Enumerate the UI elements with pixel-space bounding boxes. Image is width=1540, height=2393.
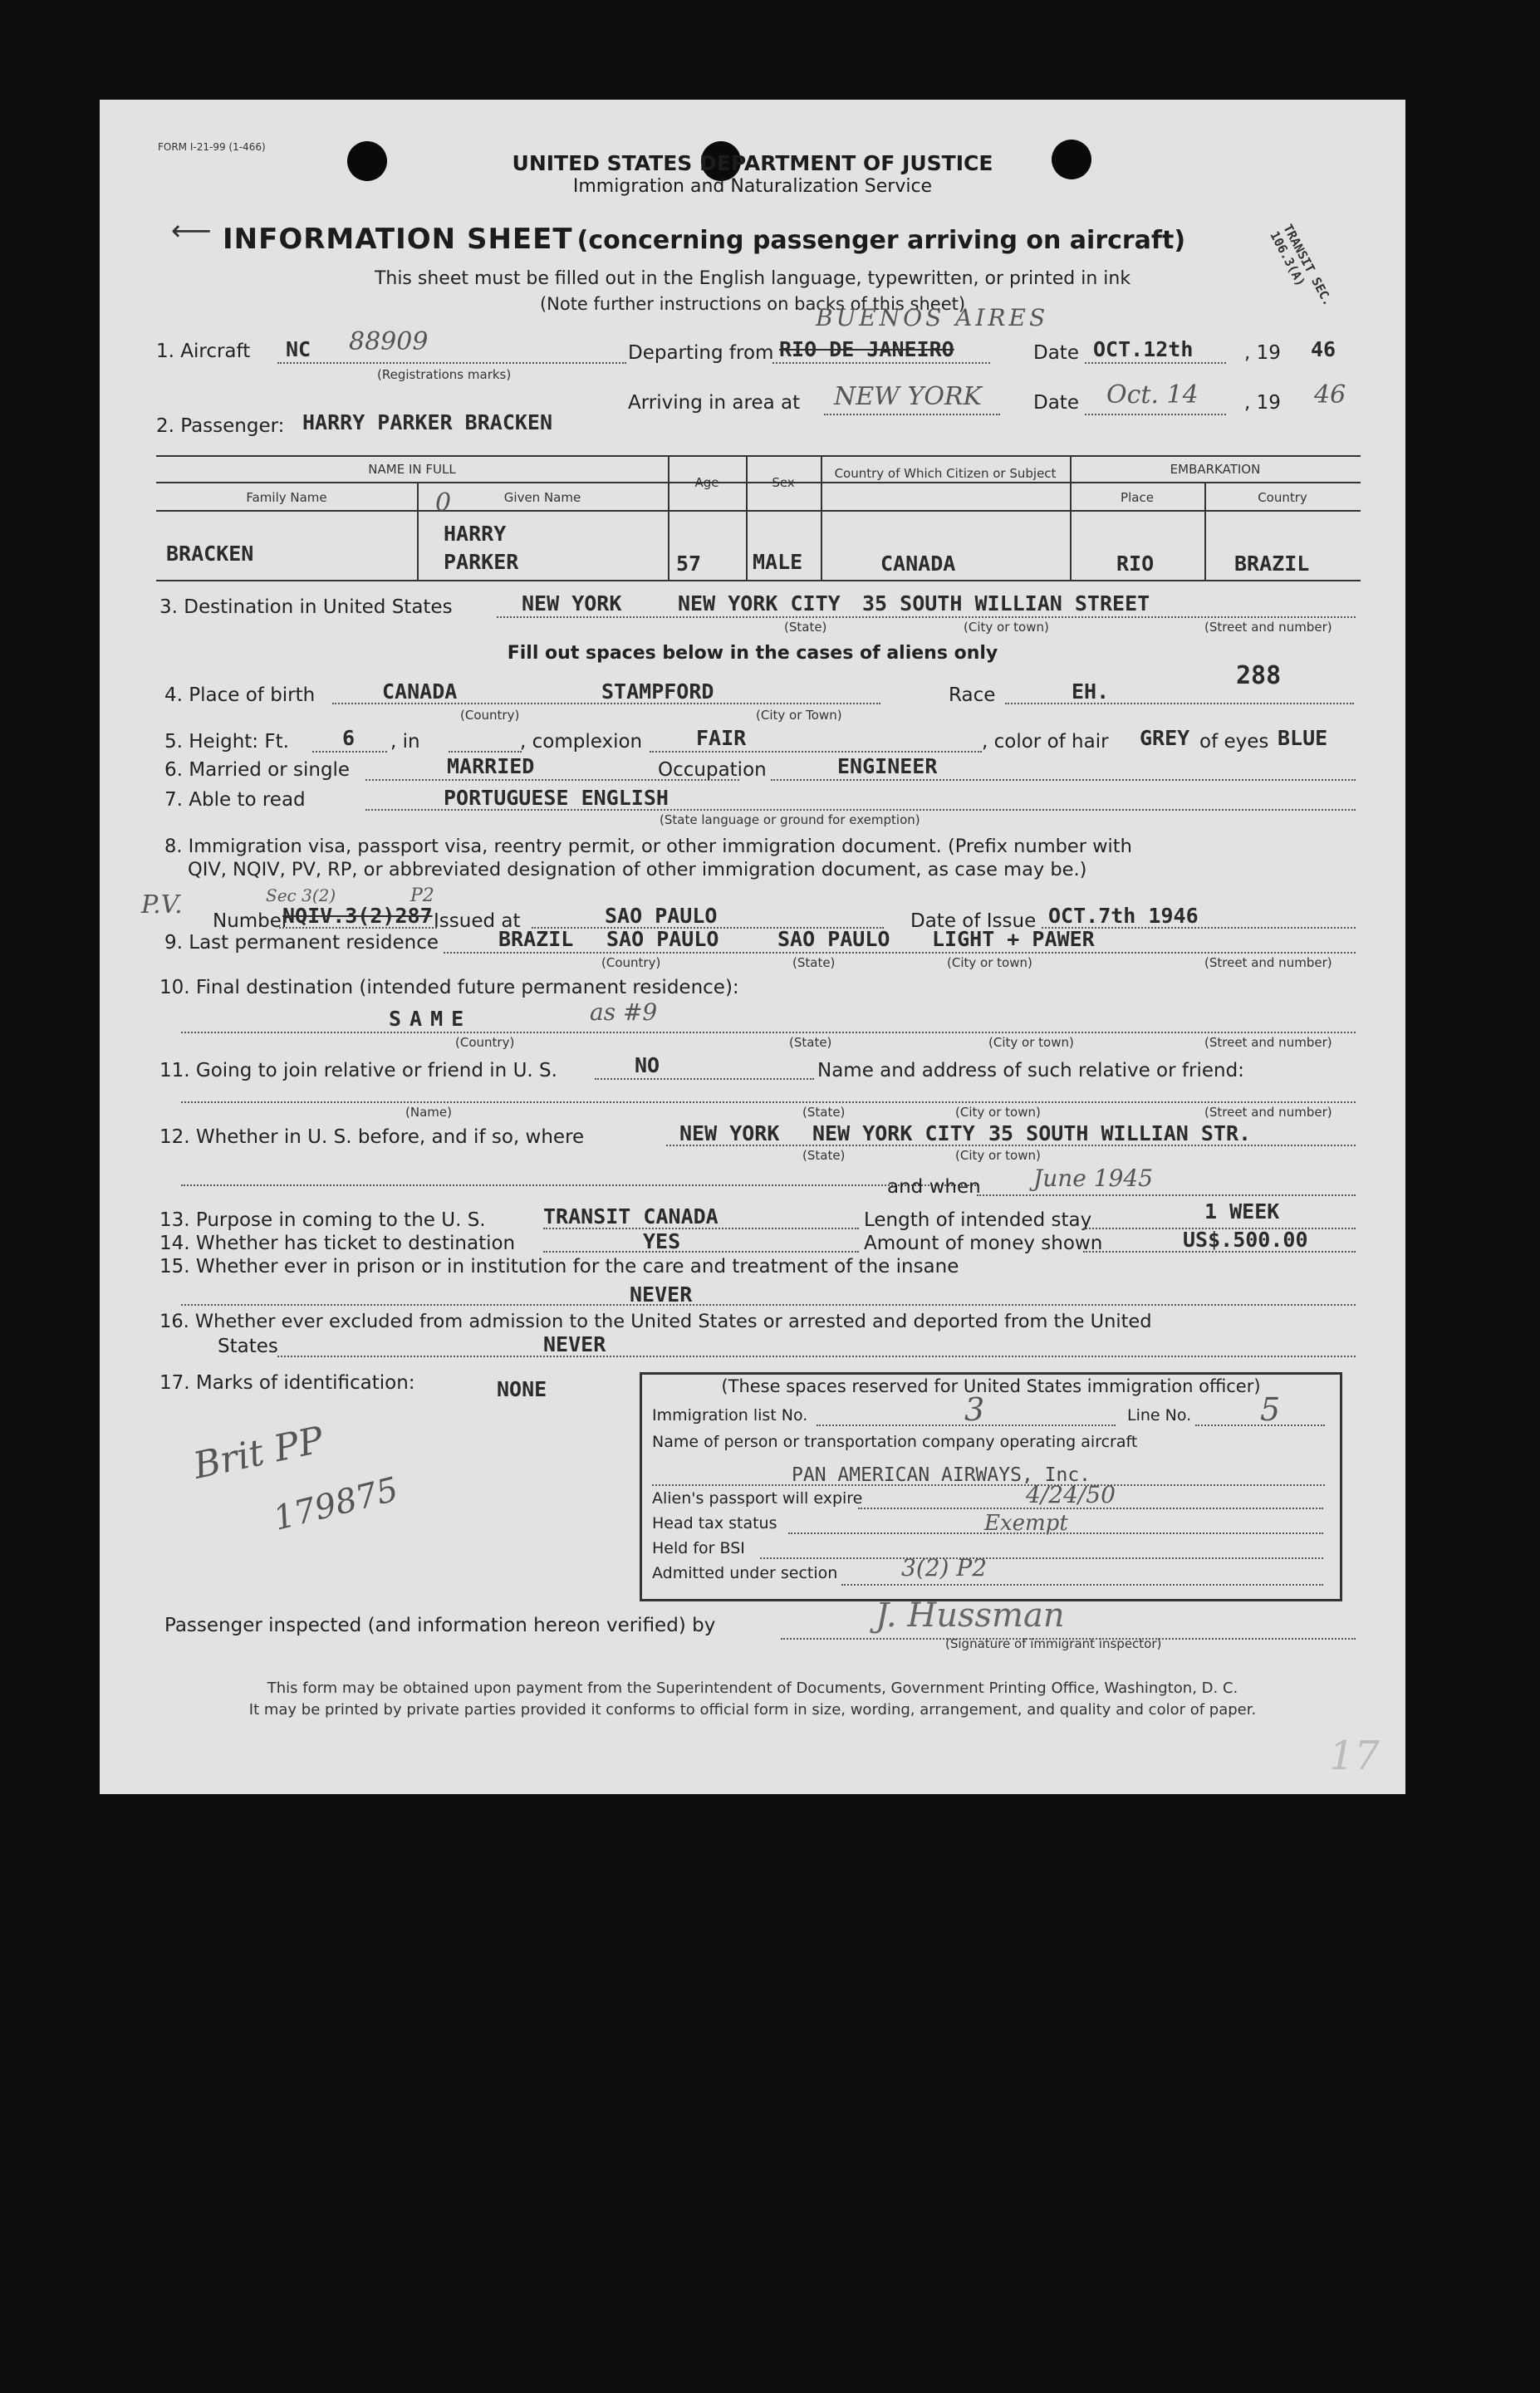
company-value: PAN AMERICAN AIRWAYS, Inc. — [792, 1464, 1091, 1486]
excluded-label-1: 16. Whether ever excluded from admission to the United States or arrested and deported from the United — [159, 1311, 1152, 1332]
th-name-full: NAME IN FULL — [368, 462, 456, 477]
eyes-value: BLUE — [1278, 726, 1328, 750]
stay-value: 1 WEEK — [1204, 1199, 1280, 1223]
line-no-value: 5 — [1260, 1391, 1281, 1428]
aircraft-reg: 88909 — [349, 327, 429, 356]
date2-value: Oct. 14 — [1106, 380, 1199, 409]
date1-line — [1085, 362, 1226, 364]
page-number: 17 — [1329, 1733, 1381, 1779]
year2-prefix: , 19 — [1244, 392, 1281, 414]
line-no-label: Line No. — [1127, 1406, 1192, 1425]
arrow-mark: ⟵ — [171, 214, 212, 248]
read-value: PORTUGUESE ENGLISH — [444, 786, 669, 810]
birth-country: CANADA — [382, 679, 458, 704]
join-value: NO — [635, 1053, 660, 1077]
aircraft-prefix: NC — [286, 337, 311, 361]
bsi-line — [760, 1557, 1323, 1559]
list-no-value: 3 — [964, 1391, 985, 1428]
family-name: BRACKEN — [166, 542, 254, 566]
height-ft-line — [312, 751, 387, 753]
relative-line — [181, 1101, 1356, 1103]
passport-value: 4/24/50 — [1026, 1481, 1116, 1508]
stay-label: Length of intended stay — [864, 1209, 1092, 1231]
height-in-line — [449, 751, 522, 753]
ticket-line — [543, 1251, 859, 1253]
bsi-label: Held for BSI — [652, 1539, 745, 1557]
excluded-line — [277, 1356, 1356, 1357]
before-caption-state: (State) — [802, 1148, 846, 1163]
before-line-2 — [181, 1184, 978, 1186]
marital-value: MARRIED — [447, 754, 535, 778]
issued-value: SAO PAULO — [605, 904, 718, 928]
birth-caption-city: (City or Town) — [756, 708, 842, 723]
list-no-line — [817, 1425, 1116, 1426]
rel-caption-city: (City or town) — [955, 1105, 1041, 1120]
res-caption-country: (Country) — [601, 955, 661, 970]
form-page — [100, 100, 1405, 1794]
birth-city: STAMPFORD — [601, 679, 714, 704]
final-dest-hw: as #9 — [590, 998, 658, 1026]
excluded-value: NEVER — [543, 1332, 606, 1356]
list-no-label: Immigration list No. — [652, 1406, 808, 1425]
residence-country: BRAZIL — [498, 927, 574, 951]
when-label: and when — [887, 1176, 981, 1198]
th-country-citizen: Country of Which Citizen or Subject — [834, 466, 1057, 481]
purpose-label: 13. Purpose in coming to the U. S. — [159, 1209, 486, 1231]
given-name-1: HARRY — [444, 522, 507, 546]
visa-text-1: 8. Immigration visa, passport visa, reentry permit, or other immigration document. (Prefix number with — [164, 836, 1132, 857]
reg-caption: (Registrations marks) — [377, 367, 512, 382]
height-label: 5. Height: Ft. — [164, 731, 289, 753]
visa-hw-above-2: P2 — [410, 885, 434, 906]
prison-label: 15. Whether ever in prison or in institution for the care and treatment of the insane — [159, 1256, 959, 1277]
date2-line — [1085, 414, 1226, 415]
department-name: UNITED STATES DEPARTMENT OF JUSTICE — [512, 151, 993, 175]
when-value: June 1945 — [1033, 1165, 1154, 1192]
form-number: FORM I-21-99 (1-466) — [158, 141, 266, 153]
visa-hw-above: Sec 3(2) — [266, 885, 336, 905]
race-line — [1005, 703, 1354, 704]
title-main: INFORMATION SHEET — [223, 223, 573, 256]
aircraft-label: 1. Aircraft — [156, 341, 251, 362]
issued-label: Issued at — [434, 910, 521, 932]
before-city: NEW YORK CITY — [812, 1121, 975, 1145]
rel-caption-state: (State) — [802, 1105, 846, 1120]
embark-country: BRAZIL — [1234, 552, 1310, 576]
departing-struck: RIO DE JANEIRO — [779, 337, 954, 361]
dest-caption-city: (City or town) — [964, 620, 1049, 635]
occupation-label: Occupation — [658, 759, 767, 781]
birth-line — [332, 703, 880, 704]
company-line — [652, 1484, 1325, 1486]
birthplace-label: 4. Place of birth — [164, 684, 316, 706]
doi-value: OCT.7th 1946 — [1048, 904, 1199, 928]
title-sub: (concerning passenger arriving on aircraft) — [576, 226, 1186, 255]
departing-line — [772, 362, 990, 364]
arriving-line — [824, 414, 1000, 415]
transit-stamp: TRANSIT SEC. 106.3(A) — [1267, 221, 1336, 309]
res-caption-city: (City or town) — [947, 955, 1032, 970]
rel-caption-name: (Name) — [405, 1105, 452, 1120]
marital-label: 6. Married or single — [164, 759, 351, 781]
embark-place: RIO — [1116, 552, 1155, 576]
residence-line — [444, 952, 1356, 954]
passenger-name: HARRY PARKER BRACKEN — [302, 410, 553, 434]
purpose-value: TRANSIT CANADA — [543, 1204, 719, 1228]
inspector-signature: J. Hussman — [875, 1596, 1065, 1635]
official-use-box — [640, 1372, 1342, 1601]
residence-label: 9. Last permanent residence — [164, 932, 439, 954]
purpose-line — [543, 1228, 859, 1229]
ticket-label: 14. Whether has ticket to destination — [159, 1233, 516, 1254]
th-family: Family Name — [246, 490, 327, 505]
date1-value: OCT.12th — [1093, 337, 1194, 361]
complexion-value: FAIR — [696, 726, 747, 750]
age-value: 57 — [676, 552, 702, 576]
hair-label: , color of hair — [982, 731, 1109, 753]
race-label-text: Race — [949, 684, 996, 706]
money-line — [1083, 1251, 1356, 1253]
fd-caption-country: (Country) — [455, 1035, 515, 1050]
ticket-value: YES — [643, 1229, 681, 1253]
service-name: Immigration and Naturalization Service — [572, 176, 933, 197]
fd-caption-state: (State) — [789, 1035, 832, 1050]
date2-label: Date — [1033, 392, 1079, 414]
residence-state: SAO PAULO — [606, 927, 719, 951]
year1-value: 46 — [1311, 337, 1336, 361]
relative-label: Name and address of such relative or friend: — [817, 1060, 1244, 1081]
aliens-note: Fill out spaces below in the cases of aliens only — [507, 643, 998, 664]
visa-text-2: QIV, NQIV, PV, RP, or abbreviated designation of other immigration document, as case may be.) — [188, 859, 1087, 880]
marks-label: 17. Marks of identification: — [159, 1372, 415, 1394]
passport-line — [858, 1508, 1323, 1509]
birth-caption-country: (Country) — [460, 708, 520, 723]
read-line — [365, 809, 1356, 811]
passport-label: Alien's passport will expire — [652, 1489, 863, 1508]
admitted-line — [841, 1584, 1323, 1586]
prison-value: NEVER — [630, 1282, 693, 1307]
departing-handwritten: BUENOS AIRES — [816, 304, 1049, 331]
official-heading: (These spaces reserved for United States immigration officer) — [721, 1376, 1261, 1396]
th-sex: Sex — [772, 475, 795, 490]
visa-number-line — [279, 927, 437, 929]
final-dest-value: SAME — [389, 1007, 473, 1031]
departing-label: Departing from — [628, 342, 774, 364]
inspector-caption: (Signature of immigrant inspector) — [945, 1636, 1162, 1651]
hair-value: GREY — [1140, 726, 1190, 750]
before-line — [666, 1145, 1356, 1146]
destination-street: 35 SOUTH WILLIAN STREET — [862, 591, 1150, 615]
given-mark: 0 — [435, 488, 452, 517]
passenger-label: 2. Passenger: — [156, 415, 285, 437]
admitted-label: Admitted under section — [652, 1564, 838, 1582]
residence-city: SAO PAULO — [777, 927, 890, 951]
final-dest-label: 10. Final destination (intended future permanent residence): — [159, 977, 739, 998]
page-title — [223, 223, 1185, 256]
col-rule-2 — [668, 455, 669, 580]
given-name-2: PARKER — [444, 550, 519, 574]
aircraft-line — [277, 362, 626, 364]
headtax-value: Exempt — [984, 1511, 1068, 1536]
excluded-label-2: States — [218, 1336, 278, 1357]
citizen-value: CANADA — [880, 552, 956, 576]
before-label: 12. Whether in U. S. before, and if so, where — [159, 1126, 585, 1148]
inspected-label: Passenger inspected (and information hereon verified) by — [164, 1615, 716, 1636]
money-value: US$.500.00 — [1183, 1228, 1308, 1252]
when-line — [977, 1194, 1356, 1196]
height-in-label: , in — [390, 731, 420, 753]
occupation-value: ENGINEER — [837, 754, 938, 778]
th-country: Country — [1258, 490, 1307, 505]
footer-line-1: This form may be obtained upon payment from the Superintendent of Documents, Government Printing Office, Washington, D. C. — [267, 1680, 1238, 1697]
eyes-label: of eyes — [1199, 731, 1269, 753]
res-caption-state: (State) — [792, 955, 836, 970]
th-age: Age — [694, 475, 719, 490]
th-embarkation: EMBARKATION — [1170, 462, 1261, 477]
instruction-line-1: This sheet must be filled out in the English language, typewritten, or printed in ink — [374, 268, 1131, 289]
visa-number-label: Number — [213, 910, 290, 932]
table-top-rule — [156, 455, 1361, 457]
headtax-line — [788, 1532, 1323, 1534]
final-dest-line — [181, 1032, 1356, 1033]
prison-line — [181, 1304, 1356, 1306]
destination-line — [497, 616, 1356, 618]
race-value: EH. — [1072, 679, 1110, 704]
th-place: Place — [1121, 490, 1154, 505]
admitted-value: 3(2) P2 — [901, 1554, 988, 1581]
complexion-label: , complexion — [520, 731, 643, 753]
th-given: Given Name — [503, 490, 581, 505]
arriving-value: NEW YORK — [834, 382, 982, 411]
race-code: 288 — [1236, 661, 1282, 690]
before-caption-city: (City or town) — [955, 1148, 1041, 1163]
dest-caption-state: (State) — [784, 620, 827, 635]
sex-value: MALE — [753, 550, 803, 574]
destination-city: NEW YORK CITY — [678, 591, 841, 615]
before-street: 35 SOUTH WILLIAN STR. — [988, 1121, 1252, 1145]
visa-number: NQIV.3(2)287 — [282, 904, 433, 928]
destination-label: 3. Destination in United States — [159, 596, 453, 618]
marks-value: NONE — [497, 1377, 547, 1401]
col-rule-3 — [746, 455, 748, 580]
dest-caption-street: (Street and number) — [1204, 620, 1332, 635]
headtax-label: Head tax status — [652, 1514, 777, 1532]
destination-state: NEW YORK — [522, 591, 622, 615]
complexion-line — [650, 751, 982, 753]
money-label: Amount of money shown — [864, 1233, 1103, 1254]
visa-margin-note: P.V. — [141, 890, 183, 919]
read-caption: (State language or ground for exemption) — [660, 812, 920, 827]
footer-line-2: It may be printed by private parties provided it conforms to official form in size, wording, arrangement, and quality and color of paper. — [248, 1701, 1257, 1719]
join-line — [595, 1078, 814, 1080]
date1-label: Date — [1033, 342, 1079, 364]
marks-hw-2: 179875 — [269, 1470, 402, 1538]
table-head-rule — [156, 510, 1361, 512]
instruction-line-2: (Note further instructions on backs of this sheet) — [539, 294, 966, 314]
col-rule-4 — [821, 455, 822, 580]
height-ft: 6 — [342, 726, 356, 750]
year2-value: 46 — [1314, 380, 1346, 409]
occupation-line — [771, 779, 1356, 781]
company-label: Name of person or transportation company operating aircraft — [652, 1433, 1138, 1451]
year1-prefix: , 19 — [1244, 342, 1281, 364]
residence-street: LIGHT + PAWER — [932, 927, 1095, 951]
res-caption-street: (Street and number) — [1204, 955, 1332, 970]
doi-label: Date of Issue — [910, 910, 1037, 932]
marks-hw-1: Brit PP — [189, 1419, 327, 1488]
read-label: 7. Able to read — [164, 789, 306, 811]
fd-caption-city: (City or town) — [988, 1035, 1074, 1050]
fd-caption-street: (Street and number) — [1204, 1035, 1332, 1050]
arriving-label: Arriving in area at — [628, 392, 801, 414]
table-bottom-rule — [156, 580, 1361, 581]
line-no-line — [1195, 1425, 1325, 1426]
rel-caption-street: (Street and number) — [1204, 1105, 1332, 1120]
join-label: 11. Going to join relative or friend in U. S. — [159, 1060, 557, 1081]
before-state: NEW YORK — [679, 1121, 780, 1145]
